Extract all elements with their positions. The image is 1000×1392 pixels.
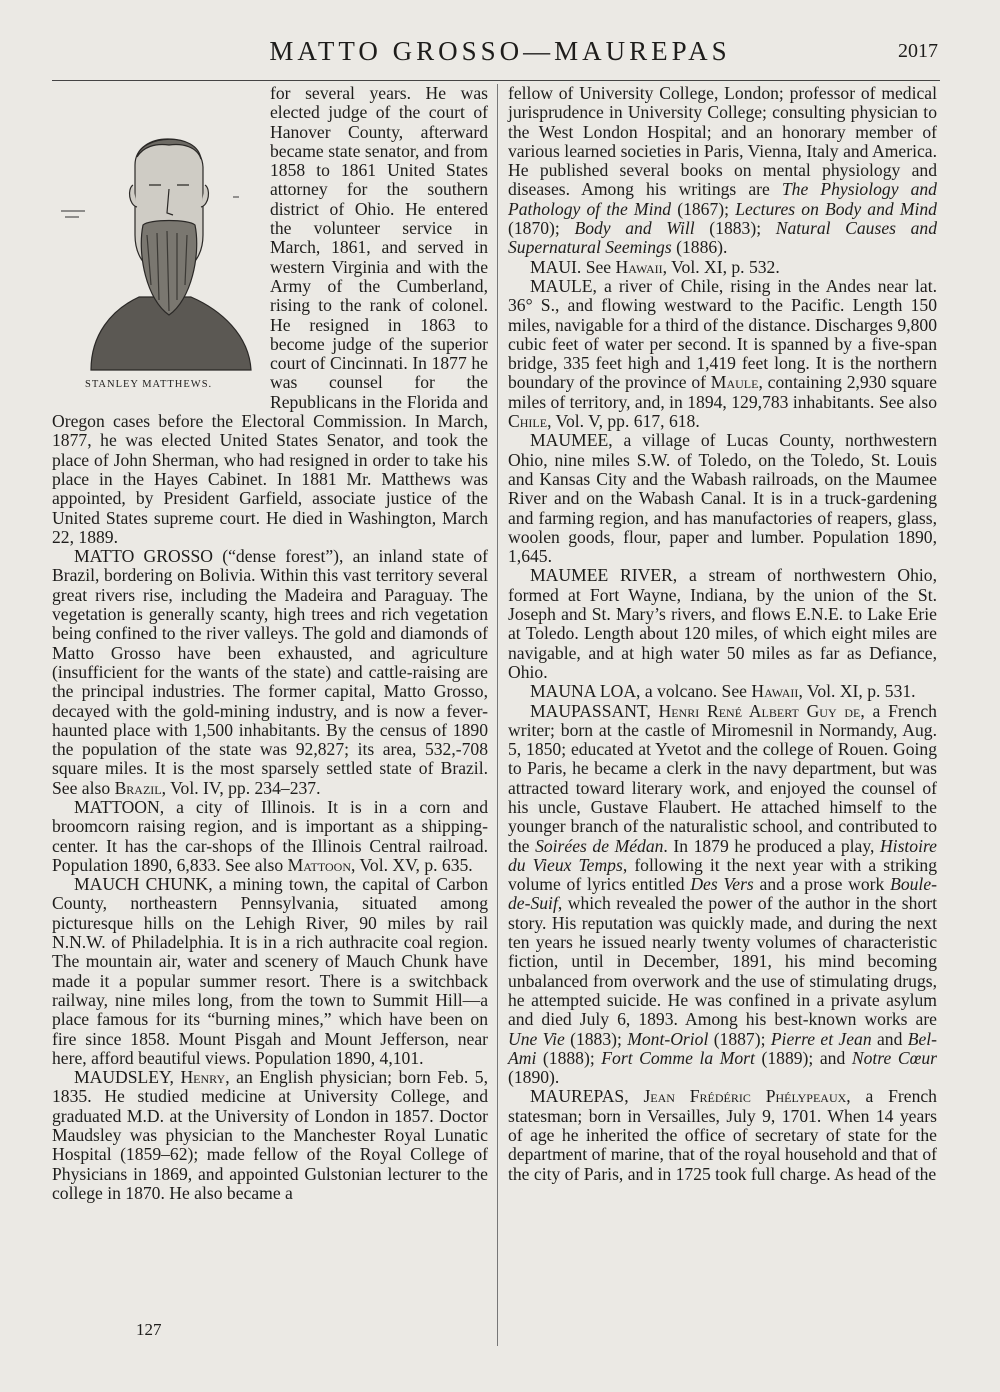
work-title: Bel-Ami [508,1028,938,1068]
work-title: Lectures on Body and Mind [735,198,937,219]
work-title: Natural Causes and Supernatural Seemings [508,218,938,258]
entry-maurepas: MAUREPAS, Jean Frédéric Phélypeaux, a French statesman; born in Versailles, July 9, 1701. When 14 years of age he inherited the office of secretary of state for the department of marine, that of the royal household and that of the city of Paris, and in 1725 took full charge. As head of the [508,1086,937,1184]
page-number: 2017 [898,40,938,62]
work-title: Body and Will [574,218,695,239]
page-title: MATTO GROSSO—MAUREPAS [269,36,731,66]
work-title: Une Vie [508,1028,565,1049]
cross-reference: Maule [710,372,759,393]
work-title: Notre Cœur [851,1047,937,1068]
entry-maudsley: MAUDSLEY, Henry, an English physician; born Feb. 5, 1835. He studied medicine at University College, and graduated M.D. at the University of London in 1857. Doctor Maudsley was physician to the Manchester Royal Lunatic Hospital (1859–62); made fellow of the Royal College of Physicians in 1869, and appointed Gulstonian lecturer to the college in 1870. He also became a [52,1067,488,1203]
entry-mauch-chunk: MAUCH CHUNK, a mining town, the capital of Carbon County, northeastern Pennsylvania, situated among picturesque hills on the Lehigh River, 90 miles by rail N.N.W. of Philadelphia. It is in a rich authracite coal region. The mountain air, water and scenery of Mauch Chunk have made it a popular summer resort. There is a switchback railway, nine miles long, from the town to Summit Hill—a place famous for its “burning mines,” which have been on fire since 1858. Mount Pisgah and Mount Jefferson, near here, afford beautiful views. Population 1890, 4,101. [52,874,488,1068]
entry-maumee-river: MAUMEE RIVER, a stream of northwestern Ohio, formed at Fort Wayne, Indiana, by the union of the St. Joseph and St. Mary’s rivers, and flows E.N.E. to Lake Erie at Toledo. Length about 120 miles, of which eight miles are navigable, and at high water 50 miles as far as Defiance, Ohio. [508,565,937,682]
cross-reference: Chile [508,411,548,432]
work-title: Soirées de Médan [535,835,664,856]
work-title: Mont-Oriol [627,1028,709,1049]
left-column [52,84,488,1203]
work-title: Boule-de-Suif [508,874,937,914]
work-title: Des Vers [690,874,754,895]
person-name: Jean Frédéric Phélypeaux [643,1086,847,1107]
work-title: Histoire du Vieux Temps [508,835,937,875]
entry-maui: MAUI. See Hawaii, Vol. XI, p. 532. [530,256,780,277]
cross-reference: Brazil [114,777,162,798]
right-column [508,84,937,1184]
running-head [0,36,1000,66]
portrait-illustration [51,85,266,405]
cross-reference: Hawaii [615,256,663,277]
column-divider [497,84,498,1346]
portrait-engraving [51,85,266,375]
person-name: Henri René Albert Guy de [658,700,861,721]
work-title: Fort Comme la Mort [601,1047,755,1068]
cross-reference: Hawaii [751,681,799,702]
person-name: Henry [180,1067,226,1088]
cross-reference: Mattoon [287,854,351,875]
entry-maupassant: MAUPASSANT, Henri René Albert Guy de, a French writer; born at the castle of Miromesnil in Normandy, Aug. 5, 1850; educated at Yvetot and the college of Rouen. Going to Paris, he became a clerk in the navy department, but was attracted toward literary work, and enjoyed the counsel of his uncle, Gustave Flaubert. He attached himself to the younger branch of the naturalistic school, and contributed to the Soirées de Médan. In 1879 he produced a play, Histoire du Vieux Temps, following it the next year with a striking volume of lyrics entitled Des Vers and a prose work Boule-de-Suif, which revealed the power of the author in the short story. His reputation was quickly made, and during the next ten years he issued nearly twenty volumes of characteristic fiction, until in December, 1891, his mind becoming unbalanced from overwork and the use of stimulating drugs, he attempted suicide. He was confined in a private asylum and died July 6, 1893. Among his best-known works are Une Vie (1883); Mont-Oriol (1887); Pierre et Jean and Bel-Ami (1888); Fort Comme la Mort (1889); and Notre Cœur (1890). [508,700,938,1088]
signature-mark: 127 [136,1320,162,1339]
matthews-entry-continued: for several years. He was elected judge of the court of Hanover County, afterward became state senator, and from 1858 to 1861 United States attorney for the southern district of Ohio. He entered the volunteer service in March, 1861, and served in western Virginia and with the Army of the Cumberland, rising to the rank of colonel. He resigned in 1863 to become judge of the superior court of Cincinnati. In 1877 he was counsel for the Republicans in the Florida and Oregon cases before the Electoral Commission. In March, 1877, he was elected United States Senator, and took the place of John Sherman, who had resigned in order to take his place in the Hayes Cabinet. In 1881 Mr. Matthews was appointed, by President Garfield, associate justice of the United States supreme court. He died in Washington, March 22, 1889. [52,83,488,547]
work-title: Pierre et Jean [770,1028,872,1049]
entry-maumee: MAUMEE, a village of Lucas County, northwestern Ohio, nine miles S.W. of Toledo, on the Toledo, St. Louis and Kansas City and the Wabash railroads, on the Maumee River and on the Wabash Canal. It is in a truck-gardening and farming region, and has manufactories of reapers, glass, woolen goods, flour, paper and lumber. Population 1890, 1,645. [508,430,937,567]
entry-matto-grosso: MATTO GROSSO (“dense forest”), an inland state of Brazil, bordering on Bolivia. Within this vast territory several great rivers rise, including the Madeira and Paraguay. The vegetation is generally scanty, high trees and rich vegetation being confined to the river valleys. The gold and diamonds of Matto Grosso have been exhausted, and agriculture (insufficient for the wants of the state) and cattle-raising are the principal industries. The former capital, Matto Grosso, decayed with the gold-mining industry, and is now a fever-haunted place with 1,500 inhabitants. By the census of 1890 the population of the state was 92,827; its area, 532,-708 square miles. It is the most sparsely settled state of Brazil. See also Brazil, Vol. IV, pp. 234–237. [52,546,488,798]
work-title: The Physiology and Pathology of the Mind [508,179,937,219]
header-rule [52,80,940,81]
maudsley-entry-continued: fellow of University College, London; professor of medical jurisprudence in University College; consulting physician to the West London Hospital; and an honorary member of various learned societies in Paris, Vienna, Italy and America. He published several books on mental physiology and diseases. Among his writings are The Physiology and Pathology of the Mind (1867); Lectures on Body and Mind (1870); Body and Will (1883); Natural Causes and Supernatural Seemings (1886). [508,83,938,258]
entry-mattoon: MATTOON, a city of Illinois. It is in a corn and broomcorn raising region, and is important as a shipping-center. It has the car-shops of the Illinois Central railroad. Population 1890, 6,833. See also Mattoon, Vol. XV, p. 635. [52,796,488,875]
portrait-caption: STANLEY MATTHEWS. [85,379,213,390]
entry-mauna-loa: MAUNA LOA, a volcano. See Hawaii, Vol. XI, p. 531. [530,681,916,702]
entry-maule: MAULE, a river of Chile, rising in the Andes near lat. 36° S., and flowing westward to the Pacific. Length 150 miles, navigable for a third of the distance. Discharges 9,800 cubic feet of water per second. It is spanned by a five-span bridge, 335 feet high and 1,419 feet long. It is the northern boundary of the province of Maule, containing 2,930 square miles of territory, and, in 1894, 129,783 inhabitants. See also Chile, Vol. V, pp. 617, 618. [508,275,937,432]
